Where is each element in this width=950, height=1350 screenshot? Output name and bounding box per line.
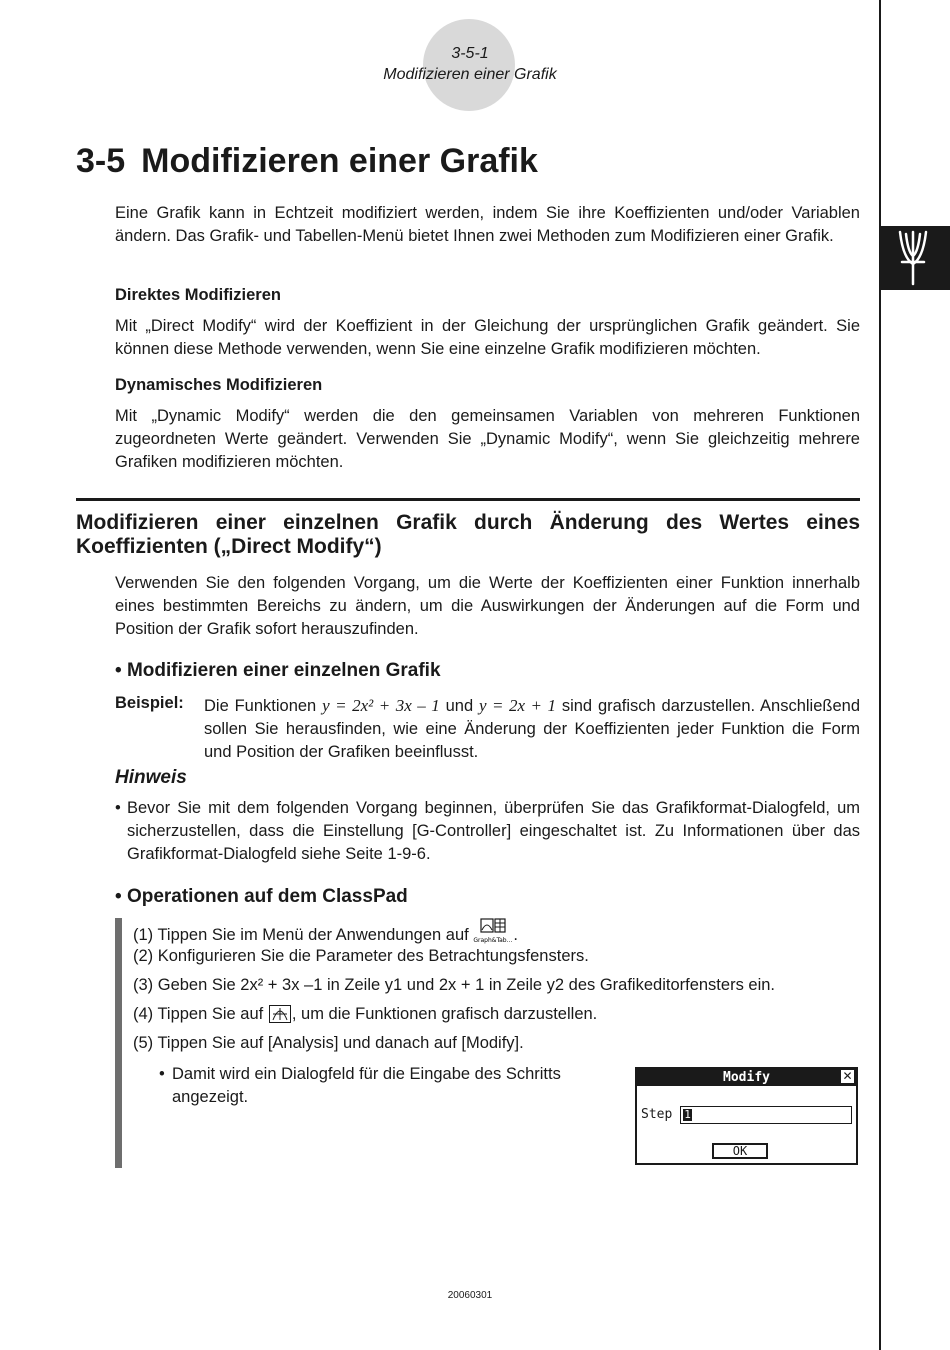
intro-paragraph: Eine Grafik kann in Echtzeit modifiziert werden, indem Sie ihre Koeffizienten und/oder Variablen ändern. Das Grafik- und Tabellen-Menü bietet Ihnen zwei Methoden zum Modifizieren einer Grafik.: [115, 204, 860, 245]
step-input[interactable]: [680, 1106, 852, 1124]
subsection-title: Modifizieren einer einzelnen Grafik durch Änderung des Wertes eines Koeffizienten („Direct Modify“): [76, 511, 860, 558]
step-4-text-a: (4) Tippen Sie auf: [133, 1005, 264, 1023]
dynamic-heading: Dynamisches Modifizieren: [115, 376, 323, 394]
note-bullet: •: [115, 799, 121, 817]
graph-table-icon: [881, 226, 950, 290]
example-mid: und: [445, 697, 474, 715]
bullet-dot: •: [115, 886, 122, 907]
close-icon[interactable]: ✕: [842, 1069, 853, 1083]
step-1-end: .: [513, 926, 518, 944]
step-2: (2) Konfigurieren Sie die Parameter des Betrachtungsfensters.: [133, 947, 589, 965]
step-5: (5) Tippen Sie auf [Analysis] und danach auf [Modify].: [133, 1034, 524, 1052]
dynamic-paragraph: Mit „Dynamic Modify“ werden die den gemeinsamen Variablen von mehreren Funktionen zugeordneten Werte geändert. Verwenden Sie „Dynamic Modify“, wenn Sie gleichzeitig mehrere Grafiken modifizieren möchten.: [115, 407, 860, 471]
section-number: 3-5: [76, 142, 126, 180]
step-5-note-text: Damit wird ein Dialogfeld für die Eingabe des Schritts angezeigt.: [172, 1065, 561, 1106]
operations-side-bar: [115, 918, 122, 1168]
dialog-titlebar: [637, 1069, 856, 1086]
graph-table-app-icon[interactable]: [473, 918, 513, 944]
example-lead: Die Funktionen: [204, 697, 317, 715]
header-circle: [423, 19, 515, 111]
step-input-value: 1: [684, 1108, 691, 1121]
step-5-note: [159, 1063, 599, 1109]
hinweis-label: Hinweis: [115, 767, 187, 788]
example-rest: sind grafisch darzustellen. Anschließend sollen Sie herausfinden, wie eine Änderung der Koeffizienten jeder Funktion die Form und Position der Grafiken beeinflusst.: [204, 697, 860, 761]
example-label: Beispiel:: [115, 694, 184, 712]
bullet-heading-text: Modifizieren einer einzelnen Grafik: [126, 660, 441, 681]
hinweis-note: [115, 797, 860, 866]
modify-dialog: [635, 1067, 858, 1165]
step-1: [133, 918, 518, 945]
direct-paragraph: Mit „Direct Modify“ wird der Koeffizient in der Gleichung der ursprünglichen Grafik geändert. Sie können diese Methode verwenden, wenn Sie eine einzelne Grafik modifizieren möchten.: [115, 317, 860, 358]
bullet-heading-operations-text: Operationen auf dem ClassPad: [126, 886, 408, 907]
step-4: [133, 1005, 597, 1024]
example-text: [204, 694, 860, 764]
running-title: Modifizieren einer Grafik: [383, 66, 557, 83]
step-label: Step: [641, 1107, 673, 1122]
equation-2: y = 2x + 1: [478, 696, 556, 715]
section-title: [76, 142, 538, 181]
section-divider: [76, 498, 860, 501]
draw-graph-button-icon[interactable]: [269, 1005, 291, 1023]
subsection-paragraph: Verwenden Sie den folgenden Vorgang, um die Werte der Koeffizienten einer Funktion innerhalb eines bestimmten Bereichs zu ändern, um die Auswirkungen der Änderungen auf die Form und Position der Grafik sofort herauszufinden.: [115, 574, 860, 638]
step-4-text-b: , um die Funktionen grafisch darzustellen.: [291, 1005, 598, 1023]
footer-code: 20060301: [447, 1290, 493, 1301]
bullet-heading-operations: [115, 886, 408, 908]
note-text: Bevor Sie mit dem folgenden Vorgang beginnen, überprüfen Sie das Grafikformat-Dialogfeld, um sicherzustellen, dass die Einstellung [G-Controller] eingeschaltet ist. Zu Informationen über das Grafikformat-Dialogfeld siehe Seite 1-9-6.: [127, 799, 860, 863]
ok-button[interactable]: OK: [712, 1143, 768, 1159]
bullet-heading-single-graph: [115, 660, 441, 682]
page-number: 3-5-1: [451, 45, 489, 62]
page-edge-rule: [879, 0, 881, 1350]
sub-bullet-dot: •: [159, 1065, 165, 1083]
bullet-dot: •: [115, 660, 122, 681]
equation-1: y = 2x² + 3x – 1: [322, 696, 440, 715]
direct-heading: Direktes Modifizieren: [115, 286, 281, 304]
step-3: (3) Geben Sie 2x² + 3x –1 in Zeile y1 und 2x + 1 in Zeile y2 des Grafikeditorfensters ein.: [133, 976, 776, 994]
chapter-tab: [881, 226, 950, 290]
dialog-title: Modify: [723, 1070, 770, 1085]
step-1-text: (1) Tippen Sie im Menü der Anwendungen auf: [133, 926, 469, 944]
section-title-text: Modifizieren einer Grafik: [141, 142, 538, 180]
graph-table-app-label: Graph&Tab…: [473, 937, 513, 944]
